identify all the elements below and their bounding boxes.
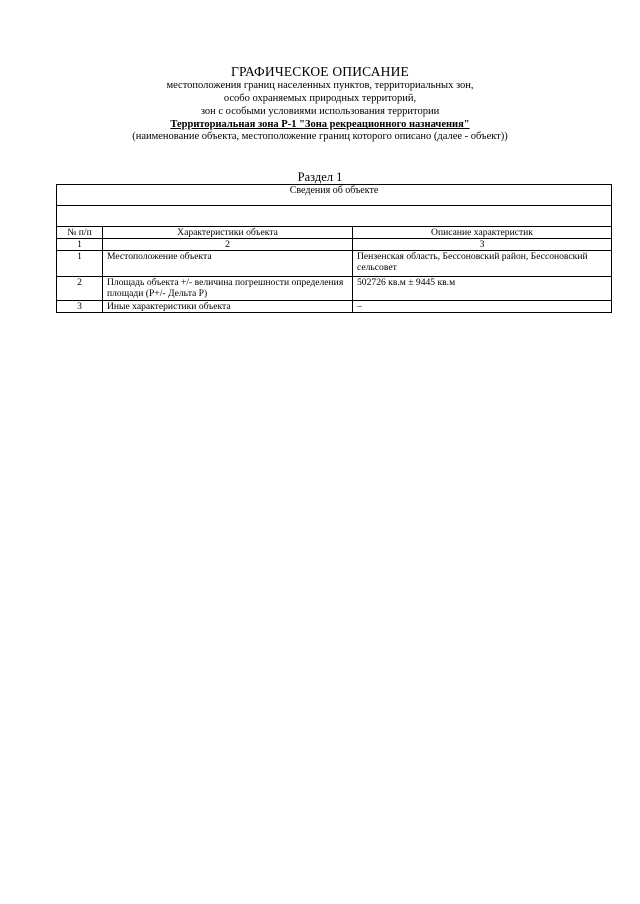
table-caption: Сведения об объекте: [57, 185, 612, 206]
row-description: –: [353, 301, 612, 313]
document-title: ГРАФИЧЕСКОЕ ОПИСАНИЕ: [230, 64, 410, 79]
table-caption-row: [57, 185, 612, 206]
table-row: [57, 277, 612, 301]
blank-cell: [57, 206, 612, 227]
column-number-3: 3: [353, 239, 612, 251]
column-number-1: 1: [57, 239, 103, 251]
table-row: [57, 251, 612, 277]
column-number-2: 2: [103, 239, 353, 251]
document-header: [0, 64, 640, 144]
row-characteristic: Площадь объекта +/- величина погрешности определения площади (Р+/- Дельта Р): [103, 277, 353, 301]
zone-note: (наименование объекта, местоположение границ которого описано (далее - объект)): [132, 131, 508, 143]
table-column-numbers-row: [57, 239, 612, 251]
table-blank-row: [57, 206, 612, 227]
row-description: Пензенская область, Бессоновский район, Бессоновский сельсовет: [353, 251, 612, 277]
row-description: 502726 кв.м ± 9445 кв.м: [353, 277, 612, 301]
object-info-table: [56, 184, 612, 313]
section-title: Раздел 1: [297, 170, 343, 184]
header-line-2: особо охраняемых природных территорий,: [223, 92, 417, 104]
table-header-row: [57, 227, 612, 239]
header-line-3: зон с особыми условиями использования территории: [200, 105, 440, 117]
row-num: 3: [57, 301, 103, 313]
row-num: 1: [57, 251, 103, 277]
header-line-1: местоположения границ населенных пунктов, территориальных зон,: [166, 80, 474, 91]
row-characteristic: Местоположение объекта: [103, 251, 353, 277]
row-characteristic: Иные характеристики объекта: [103, 301, 353, 313]
column-header-num: № п/п: [57, 227, 103, 239]
row-num: 2: [57, 277, 103, 301]
zone-name: Территориальная зона Р-1 "Зона рекреационного назначения": [170, 119, 470, 131]
column-header-characteristic: Характеристики объекта: [103, 227, 353, 239]
column-header-description: Описание характеристик: [353, 227, 612, 239]
table-row: [57, 301, 612, 313]
